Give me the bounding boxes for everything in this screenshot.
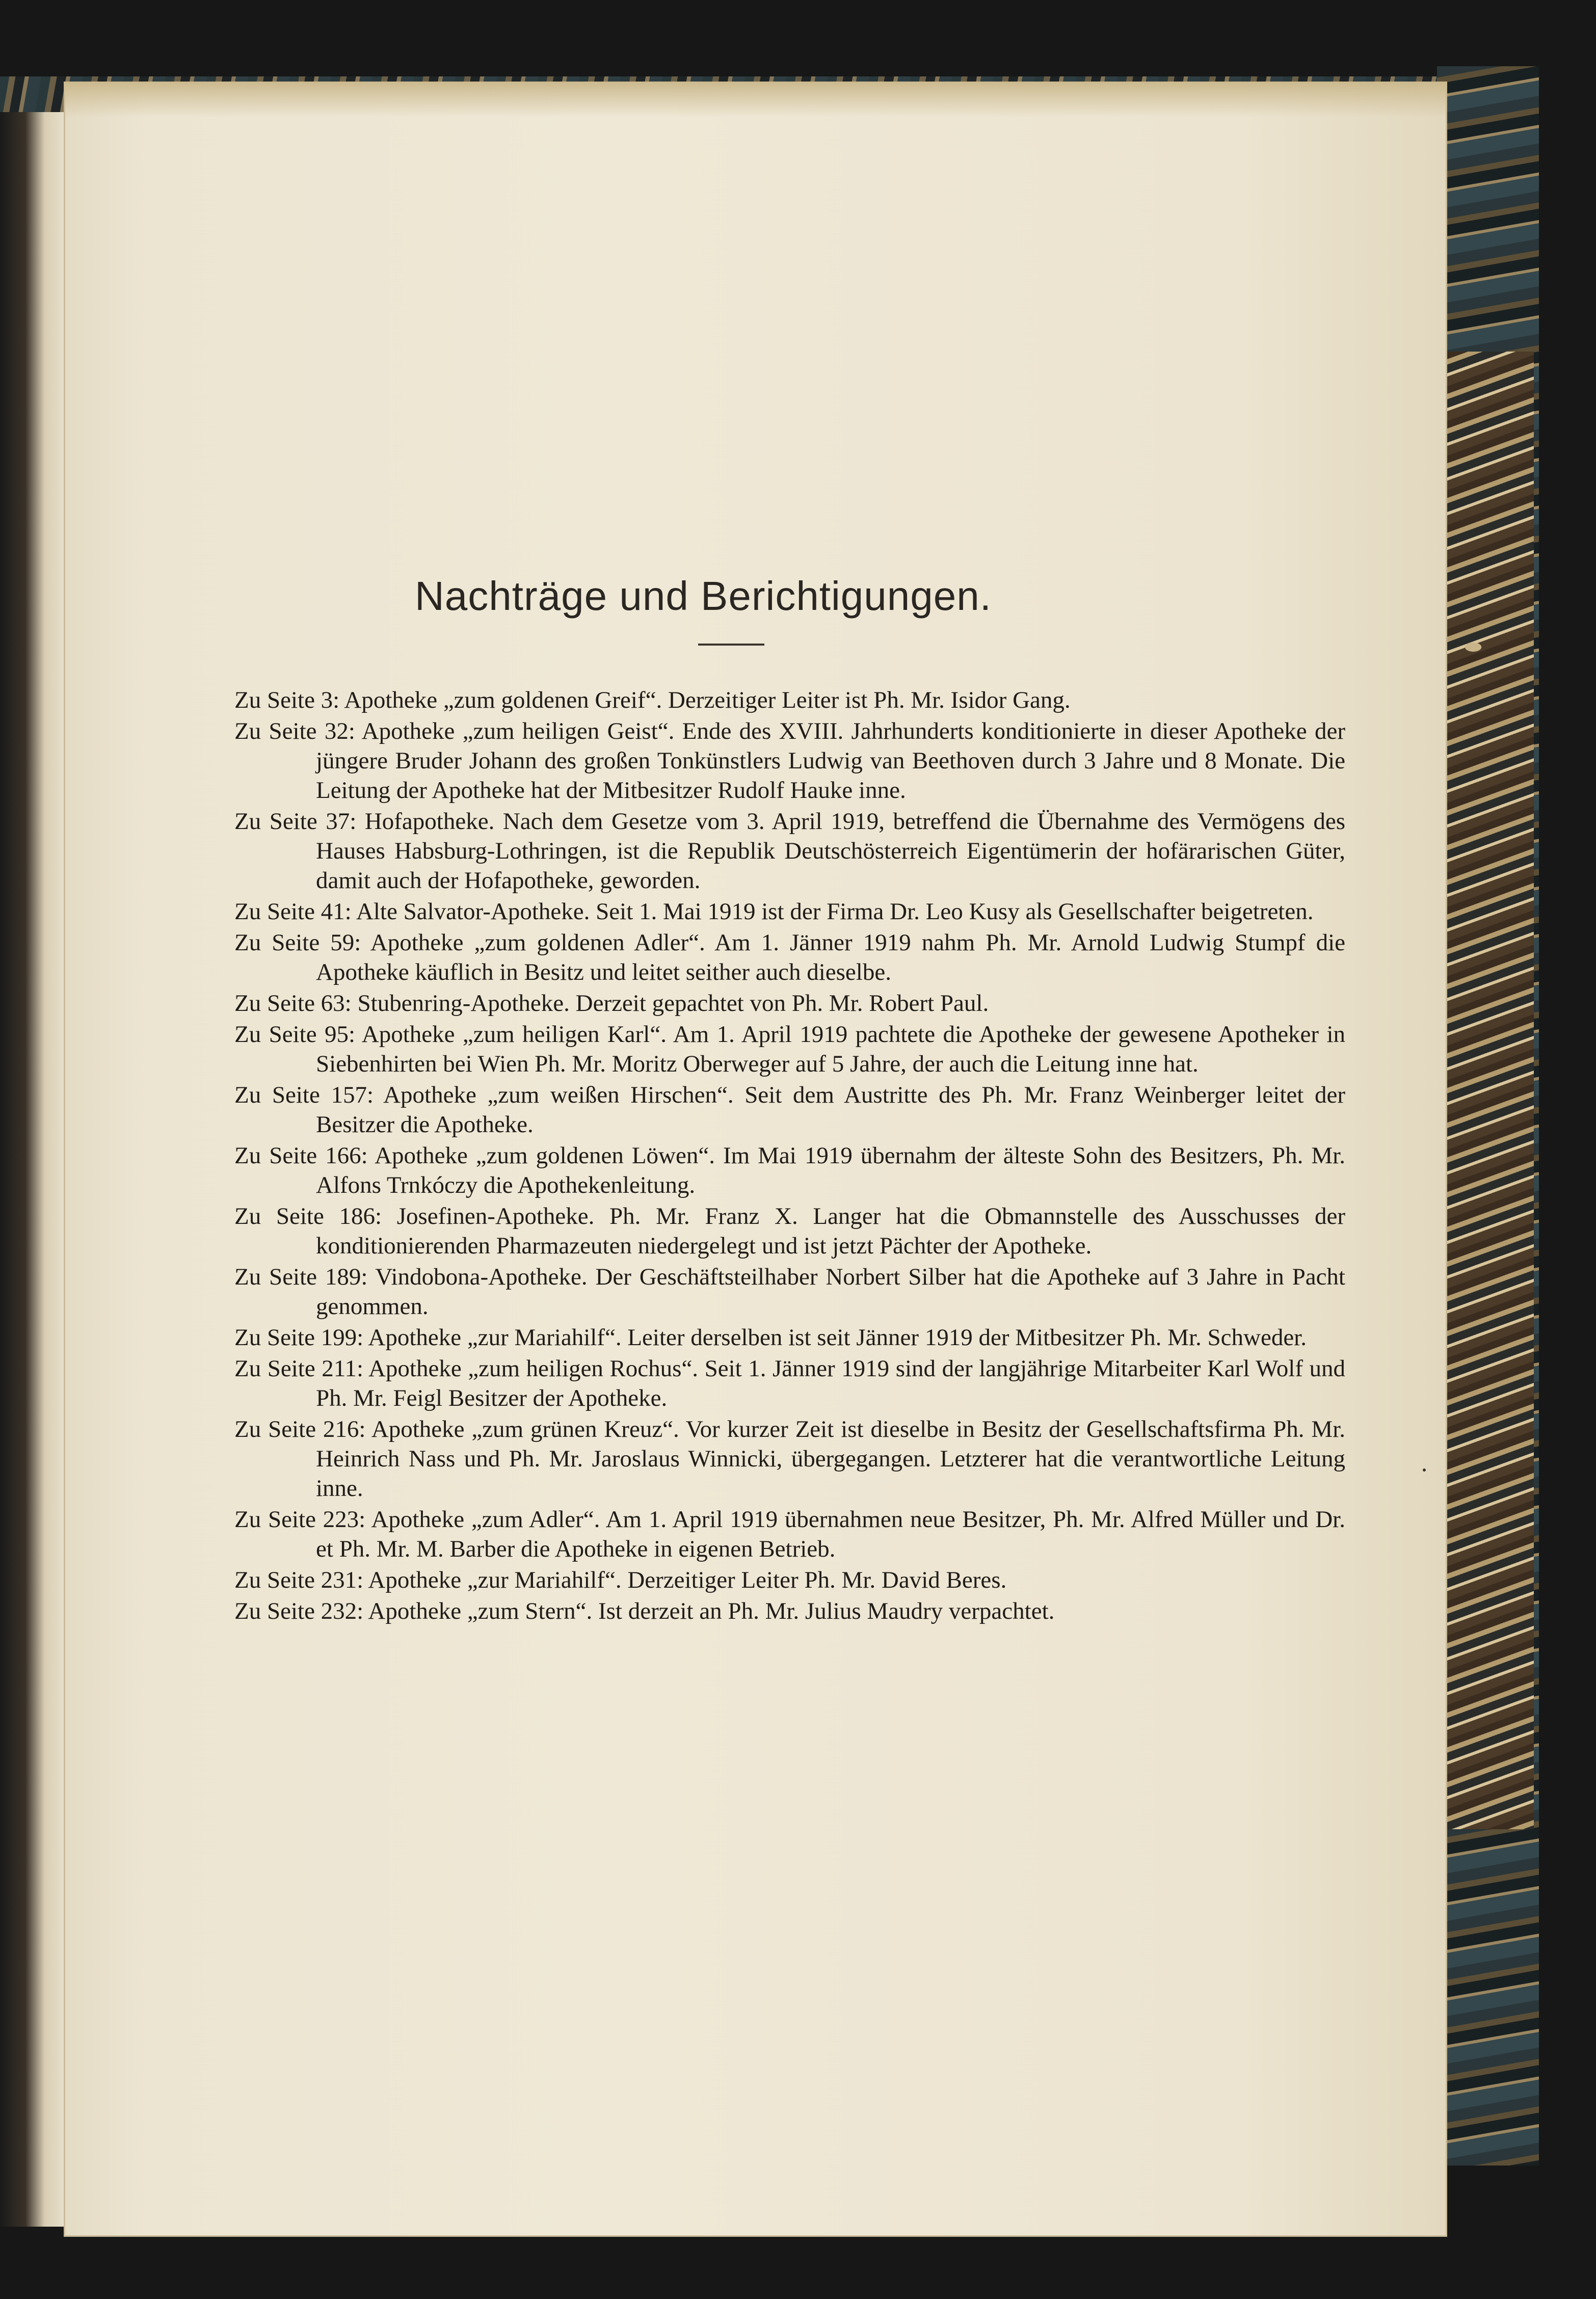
correction-entry: Zu Seite 189: Vindobona-Apotheke. Der Geschäftsteilhaber Norbert Silber hat die Apotheke auf 3 Jahre in Pacht genommen. [234,1264,1345,1320]
correction-entry: Zu Seite 223: Apotheke „zum Adler“. Am 1. April 1919 übernahmen neue Besitzer, Ph. Mr. Alfred Müller und Dr. et Ph. Mr. M. Barber die Apotheke in eigenen Betrieb. [234,1506,1345,1562]
correction-entry: Zu Seite 232: Apotheke „zum Stern“. Ist derzeit an Ph. Mr. Julius Maudry verpachtet. [234,1598,1055,1624]
correction-entry: Zu Seite 166: Apotheke „zum goldenen Löwen“. Im Mai 1919 übernahm der älteste Sohn des Besitzers, Ph. Mr. Alfons Trnkóczy die Apothekenleitung. [234,1142,1345,1198]
correction-entry: Zu Seite 32: Apotheke „zum heiligen Geist“. Ende des XVIII. Jahrhunderts konditionierte in dieser Apotheke der jüngere Bruder Johann des großen Tonkünstlers Ludwig van Beethoven durch 3 Jahre und 8 Monate. Die Leitung der Apotheke hat der Mitbesitzer Rudolf Hauke inne. [234,718,1345,804]
corrections-list [234,685,1417,1627]
correction-entry: Zu Seite 95: Apotheke „zum heiligen Karl“. Am 1. April 1919 pachtete die Apotheke der gewesene Apotheker in Siebenhirten bei Wien Ph. Mr. Moritz Oberweger auf 5 Jahre, der auch die Leitung inne hat. [234,1021,1345,1077]
correction-entry: Zu Seite 37: Hofapotheke. Nach dem Gesetze vom 3. April 1919, betreffend die Übernahme des Vermögens des Hauses Habsburg-Lothringen, ist die Republik Deutschösterreich Eigentümerin der hofärarischen Güter, damit auch der Hofapotheke, geworden. [234,808,1345,894]
title-rule [698,644,764,646]
correction-entry: Zu Seite 199: Apotheke „zur Mariahilf“. Leiter derselben ist seit Jänner 1919 der Mitbesitzer Ph. Mr. Schweder. [234,1324,1307,1351]
page-title: Nachträge und Berichtigungen. [415,573,992,619]
correction-entry: Zu Seite 63: Stubenring-Apotheke. Derzeit gepachtet von Ph. Mr. Robert Paul. [234,990,989,1017]
correction-entry: Zu Seite 211: Apotheke „zum heiligen Rochus“. Seit 1. Jänner 1919 sind der langjährige Mitarbeiter Karl Wolf und Ph. Mr. Feigl Besitzer der Apotheke. [234,1355,1345,1411]
correction-entry: Zu Seite 41: Alte Salvator-Apotheke. Seit 1. Mai 1919 ist der Firma Dr. Leo Kusy als Gesellschafter beigetreten. [234,898,1314,925]
correction-entry: Zu Seite 3: Apotheke „zum goldenen Greif“. Derzeitiger Leiter ist Ph. Mr. Isidor Gang. [234,687,1071,713]
correction-entry: Zu Seite 216: Apotheke „zum grünen Kreuz“. Vor kurzer Zeit ist dieselbe in Besitz der Gesellschaftsfirma Ph. Mr. Heinrich Nass und Ph. Mr. Jaroslaus Winnicki, übergegangen. Letzterer hat die verantwortliche Leitung inne. [234,1416,1345,1502]
page-speck [1423,1468,1426,1472]
correction-entry: Zu Seite 59: Apotheke „zum goldenen Adler“. Am 1. Jänner 1919 nahm Ph. Mr. Arnold Ludwig Stumpf die Apotheke käuflich in Besitz und leitet seither auch dieselbe. [234,929,1345,985]
correction-entry: Zu Seite 186: Josefinen-Apotheke. Ph. Mr. Franz X. Langer hat die Obmannstelle des Ausschusses der konditionierenden Pharmazeuten niedergelegt und ist jetzt Pächter der Apotheke. [234,1203,1345,1259]
book-spine-gutter [0,112,64,2227]
correction-entry: Zu Seite 231: Apotheke „zur Mariahilf“. Derzeitiger Leiter Ph. Mr. David Beres. [234,1567,1007,1593]
correction-entry: Zu Seite 157: Apotheke „zum weißen Hirschen“. Seit dem Austritte des Ph. Mr. Franz Weinberger leitet der Besitzer die Apotheke. [234,1082,1345,1138]
page-top-shadow [64,82,1447,117]
marbled-endpaper-edge [1447,352,1534,1829]
